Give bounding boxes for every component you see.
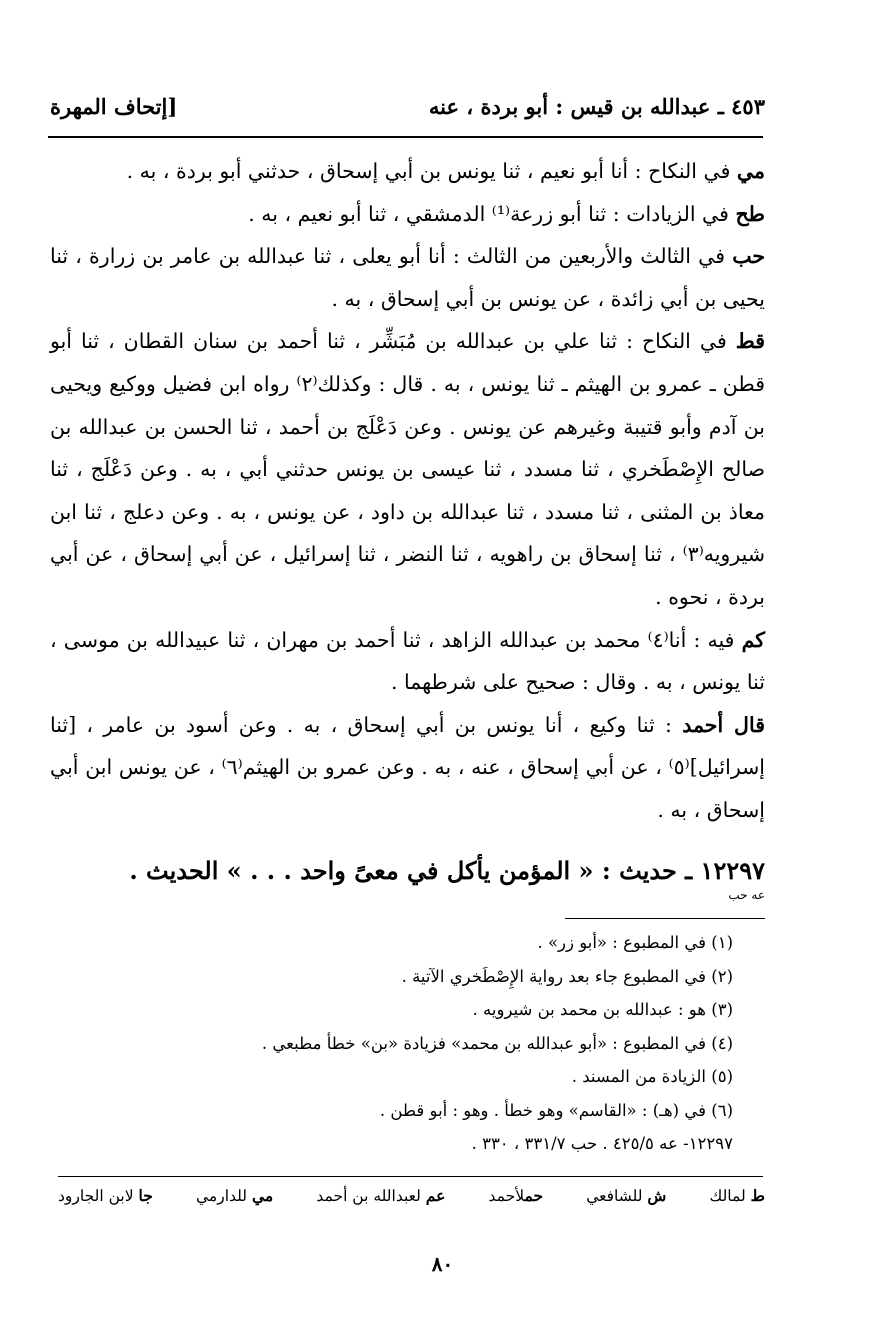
paragraph bbox=[50, 320, 765, 618]
footnote: (٥) الزيادة من المسند . bbox=[571, 1067, 733, 1086]
legend-abbr: جا bbox=[138, 1186, 153, 1205]
paragraph bbox=[50, 704, 765, 832]
legend-name: لابن الجارود bbox=[58, 1187, 134, 1205]
legend-item bbox=[58, 1186, 153, 1205]
paragraph bbox=[50, 235, 765, 320]
legend-abbr: مي bbox=[251, 1186, 274, 1205]
source-siglum: كم bbox=[741, 627, 765, 652]
legend-item bbox=[196, 1186, 273, 1205]
paragraph-text: في النكاح : ثنا علي بن عبدالله بن مُبَشِّر ، ثنا أحمد بن سنان القطان ، ثنا أبو قطن ـ عمرو بن الهيثم ـ ثنا يونس ، به . قال : وكذلك⁽٢⁾ رواه ابن فضيل ووكيع ويحيى بن آدم وأبو قتيبة وغيرهم عن يونس . وعن دَعْلَج بن أحمد ، ثنا الحسن بن عبدالله بن صالح الإِصْطَخري ، ثنا مسدد ، ثنا عيسى بن يونس حدثني أبي ، به . وعن دَعْلَج ، ثنا معاذ بن المثنى ، ثنا مسدد ، ثنا عبدالله بن داود ، عن يونس ، به . وعن دعلج ، ثنا ابن شيرويه⁽٣⁾ ، ثنا إسحاق بن راهويه ، ثنا النضر ، ثنا إسرائيل ، عن أبي إسحاق ، عن أبي بردة ، نحوه . bbox=[50, 329, 765, 609]
header-title: ٤٥٣ ـ عبدالله بن قيس : أبو بردة ، عنه bbox=[428, 93, 765, 119]
footnotes bbox=[200, 926, 733, 1161]
footnote: ١٢٢٩٧- عه ٤٢٥/٥ . حب ٣٣١/٧ ، ٣٣٠ . bbox=[471, 1134, 733, 1153]
hadith-sources: عه حب bbox=[728, 888, 765, 902]
legend-item bbox=[586, 1186, 666, 1205]
legend-abbr: ط bbox=[750, 1186, 765, 1205]
running-header bbox=[50, 86, 765, 126]
legend-abbr: ش bbox=[647, 1186, 667, 1205]
paragraph-text: في الثالث والأربعين من الثالث : أنا أبو يعلى ، ثنا عبدالله بن عامر بن زرارة ، ثنا يحيى بن أبي زائدة ، عن يونس بن أبي إسحاق ، به . bbox=[50, 244, 765, 311]
footnote: (٤) في المطبوع : «أبو عبدالله بن محمد» فزيادة «بن» خطأ مطبعي . bbox=[261, 1033, 733, 1053]
legend-item bbox=[489, 1186, 543, 1205]
legend-rule bbox=[58, 1176, 763, 1177]
footnote: (٢) في المطبوع جاء بعد رواية الإِصْطَخري الآتية . bbox=[401, 966, 733, 986]
main-text bbox=[50, 150, 765, 832]
legend-abbr: عم bbox=[425, 1186, 446, 1205]
paragraph-text: في النكاح : أنا أبو نعيم ، ثنا يونس بن أبي إسحاق ، حدثني أبو بردة ، به . bbox=[126, 159, 737, 183]
source-siglum: مي bbox=[736, 159, 765, 183]
paragraph bbox=[50, 150, 765, 193]
source-siglum: قط bbox=[735, 329, 765, 354]
legend-name: لمالك bbox=[709, 1187, 746, 1205]
header-rule bbox=[48, 136, 763, 138]
footnote: (٦) في (هـ) : «القاسم» وهو خطأ . وهو : أبو قطن . bbox=[379, 1100, 733, 1120]
header-book-name: [إتحاف المهرة bbox=[50, 93, 178, 119]
paragraph bbox=[50, 619, 765, 704]
legend-name: لأحمد bbox=[488, 1187, 525, 1205]
footnote: (٣) هو : عبدالله بن محمد بن شيرويه . bbox=[472, 1000, 733, 1019]
paragraph bbox=[50, 193, 765, 236]
legend-name: للدارمي bbox=[196, 1187, 248, 1205]
abbreviation-legend bbox=[58, 1186, 765, 1205]
paragraph-text: : ثنا وكيع ، أنا يونس بن أبي إسحاق ، به . وعن أسود بن عامر ، [ثنا إسرائيل]⁽٥⁾ ، عن أبي إسحاق ، عنه ، به . وعن عمرو بن الهيثم⁽٦⁾ ، عن يونس ابن أبي إسحاق ، به . bbox=[50, 712, 766, 822]
footnote: (١) في المطبوع : «أبو زر» . bbox=[537, 933, 733, 952]
legend-name: للشافعي bbox=[586, 1187, 643, 1205]
paragraph-text: فيه : أنا⁽٤⁾ محمد بن عبدالله الزاهد ، ثنا أحمد بن مهران ، ثنا عبيدالله بن موسى ، ثنا يونس ، به . وقال : صحيح على شرطهما . bbox=[50, 627, 765, 695]
legend-name: لعبدالله بن أحمد bbox=[316, 1187, 421, 1205]
page-number: ٨٠ bbox=[431, 1252, 454, 1276]
source-siglum: طح bbox=[735, 201, 765, 226]
legend-abbr: حم bbox=[524, 1186, 544, 1205]
footnote-rule bbox=[565, 918, 765, 919]
source-siglum: حب bbox=[732, 244, 765, 269]
hadith-heading: ١٢٢٩٧ ـ حديث : « المؤمن يأكل في معىً واحد . . . » الحديث . bbox=[129, 856, 765, 885]
legend-item bbox=[316, 1186, 445, 1205]
source-siglum: قال أحمد bbox=[682, 712, 766, 737]
legend-item bbox=[710, 1186, 765, 1205]
paragraph-text: في الزيادات : ثنا أبو زرعة⁽¹⁾ الدمشقي ، ثنا أبو نعيم ، به . bbox=[248, 201, 736, 226]
